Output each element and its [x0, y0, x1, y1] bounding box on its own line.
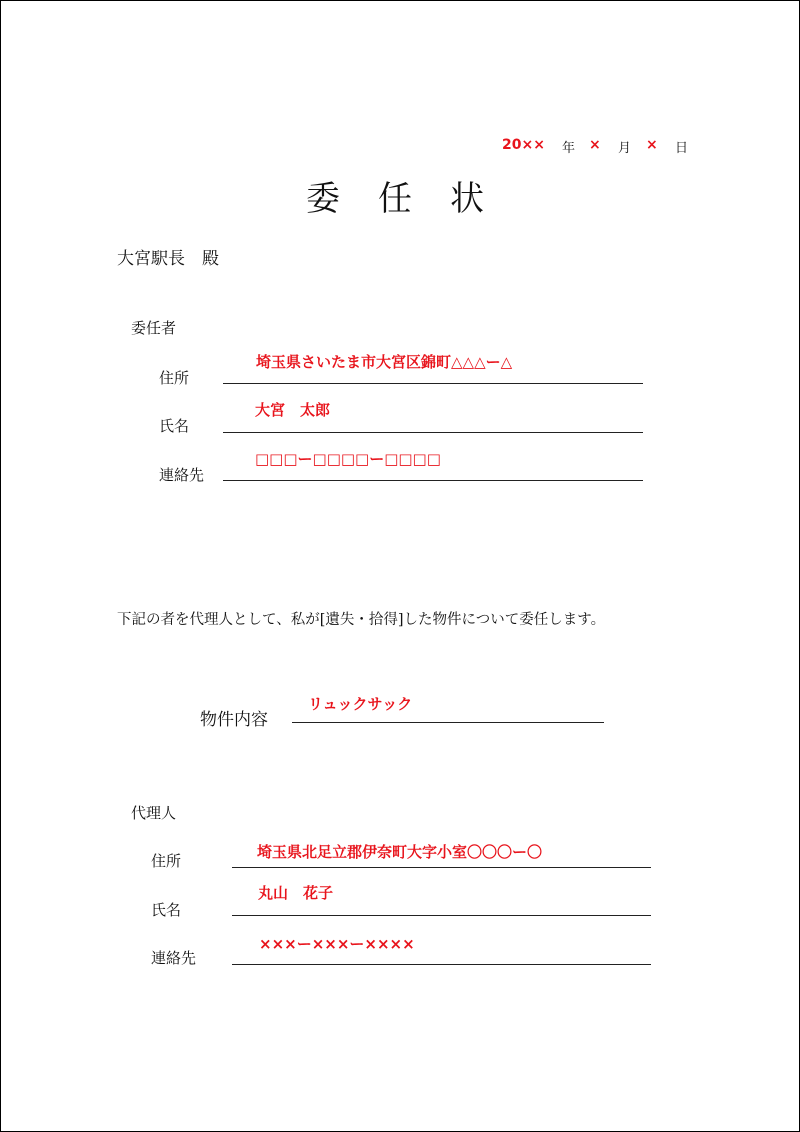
- agent-contact-label: 連絡先: [151, 949, 197, 967]
- principal-name-underline: [223, 432, 643, 433]
- date-month-unit: 月: [618, 141, 632, 156]
- agent-address-underline: [232, 867, 651, 868]
- principal-heading: 委任者: [131, 319, 177, 337]
- principal-address-label: 住所: [159, 369, 190, 387]
- date-year-value[interactable]: 20××: [502, 137, 545, 153]
- date-day-unit: 日: [675, 141, 689, 156]
- agent-address-field[interactable]: 埼玉県北足立郡伊奈町大字小室〇〇〇ー〇: [257, 843, 543, 861]
- agent-contact-underline: [232, 964, 651, 965]
- principal-address-underline: [223, 383, 643, 384]
- date-month-value[interactable]: ×: [589, 137, 601, 153]
- principal-contact-label: 連絡先: [159, 466, 205, 484]
- date-day-value[interactable]: ×: [646, 137, 658, 153]
- agent-name-label: 氏名: [151, 901, 182, 919]
- date-year-unit: 年: [562, 141, 576, 156]
- recipient: 大宮駅長 殿: [117, 249, 219, 269]
- agent-name-underline: [232, 915, 651, 916]
- document-title: 委 任 状: [306, 179, 486, 219]
- item-field[interactable]: リュックサック: [308, 695, 413, 713]
- agent-heading: 代理人: [131, 804, 177, 822]
- agent-address-label: 住所: [151, 852, 182, 870]
- agent-contact-field[interactable]: ×××ー×××ー××××: [259, 935, 415, 953]
- principal-contact-underline: [223, 480, 643, 481]
- principal-contact-field[interactable]: □□□ー□□□□ー□□□□: [255, 450, 441, 468]
- principal-address-field[interactable]: 埼玉県さいたま市大宮区錦町△△△ー△: [256, 353, 513, 371]
- agent-name-field[interactable]: 丸山 花子: [258, 884, 334, 902]
- principal-name-label: 氏名: [159, 417, 190, 435]
- item-underline: [292, 722, 604, 723]
- item-label: 物件内容: [200, 710, 268, 730]
- principal-name-field[interactable]: 大宮 太郎: [255, 401, 331, 419]
- delegation-statement: 下記の者を代理人として、私が[遺失・拾得]した物件について委任します。: [117, 612, 606, 628]
